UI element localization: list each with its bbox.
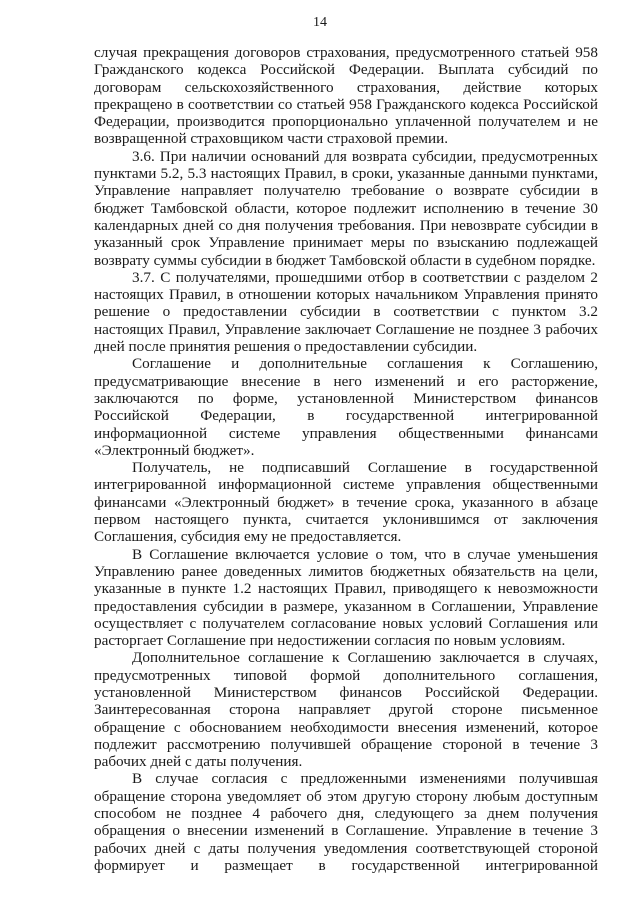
- paragraph-limits-reduction: В Соглашение включается условие о том, что в случае уменьшения Управлению ранее доведенных лимитов бюджетных обязательств на цели, указанные в пункте 1.2 настоящих Правил, приводящего к невозможности предоставления субсидии в размере, указанном в Соглашении, Управление осуществляет с получателем согласование новых условий Соглашения или расторгает Соглашение при недостижении согласия по новым условиям.: [94, 545, 598, 650]
- document-body: [94, 44, 598, 874]
- paragraph-consent-changes: В случае согласия с предложенными изменениями получившая обращение сторона уведомляет об этом другую сторону любым доступным способом не позднее 4 рабочего дня, следующего за днем получения обращения о внесении изменений в Соглашение. Управление в течение 3 рабочих дней с даты получения уведомления соответствующей стороной формирует и размещает в государственной интегрированной: [94, 770, 598, 874]
- paragraph-continuation: случая прекращения договоров страхования, предусмотренного статьей 958 Гражданского кодекса Российской Федерации. Выплата субсидий по договорам сельскохозяйственного страхования, действие которых прекращено в соответствии со статьей 958 Гражданского кодекса Российской Федерации, производится пропорционально уплаченной получателем и не возвращенной страховщиком части страховой премии.: [94, 44, 598, 148]
- paragraph-unsigned-recipient: Получатель, не подписавший Соглашение в государственной интегрированной информационной системе управления общественными финансами «Электронный бюджет» в течение срока, указанного в абзаце первом настоящего пункта, считается уклонившимся от заключения Соглашения, субсидия ему не предоставляется.: [94, 459, 598, 546]
- paragraph-agreement-form: Соглашение и дополнительные соглашения к Соглашению, предусматривающие внесение в него изменений и его расторжение, заключаются по форме, установленной Министерством финансов Российской Федерации, в государственной интегрированной информационной системе управления общественными финансами «Электронный бюджет».: [94, 355, 598, 459]
- page-number: 14: [313, 15, 327, 30]
- paragraph-additional-agreement: Дополнительное соглашение к Соглашению заключается в случаях, предусмотренных типовой формой дополнительного соглашения, установленной Министерством финансов Российской Федерации. Заинтересованная сторона направляет другой стороне письменное обращение с обоснованием необходимости внесения изменений, которое подлежит рассмотрению получившей обращение стороной в течение 3 рабочих дней с даты получения.: [94, 649, 598, 771]
- paragraph-3-6: 3.6. При наличии оснований для возврата субсидии, предусмотренных пунктами 5.2, 5.3 настоящих Правил, в сроки, указанные данными пунктами, Управление направляет получателю требование о возврате субсидии в бюджет Тамбовской области, которое подлежит исполнению в течение 30 календарных дней со дня получения требования. При невозврате субсидии в указанный срок Управление принимает меры по взысканию подлежащей возврату суммы субсидии в бюджет Тамбовской области в судебном порядке.: [94, 147, 598, 269]
- paragraph-3-7: 3.7. С получателями, прошедшими отбор в соответствии с разделом 2 настоящих Правил, в отношении которых начальником Управления принято решение о предоставлении субсидии в соответствии с пунктом 3.2 настоящих Правил, Управление заключает Соглашение не позднее 3 рабочих дней после принятия решения о предоставлении субсидии.: [94, 268, 598, 356]
